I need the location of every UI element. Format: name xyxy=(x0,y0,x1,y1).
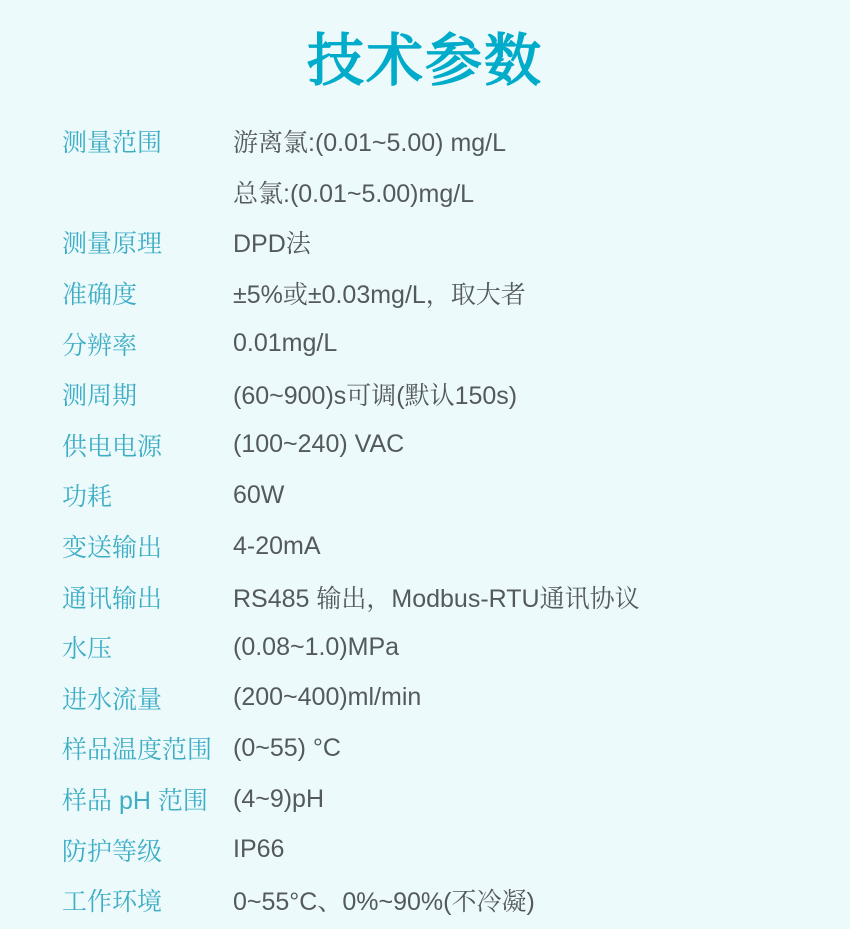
spec-label: 通讯输出 xyxy=(62,584,163,613)
spec-row xyxy=(62,824,820,875)
spec-row xyxy=(62,723,820,774)
spec-row xyxy=(62,622,820,673)
spec-value: 总氯:(0.01~5.00)mg/L xyxy=(233,179,475,208)
spec-row xyxy=(62,420,820,471)
spec-label: 供电电源 xyxy=(62,432,163,461)
spec-label: 测周期 xyxy=(62,382,138,411)
spec-value: (0.08~1.0)MPa xyxy=(233,632,400,661)
spec-value: 0~55°C、0%~90%(不冷凝) xyxy=(233,888,535,917)
spec-row xyxy=(62,318,820,369)
spec-row xyxy=(62,571,820,622)
spec-row xyxy=(62,116,820,167)
spec-label: 水压 xyxy=(62,635,113,664)
spec-value: IP66 xyxy=(233,835,285,864)
spec-label: 样品 pH 范围 xyxy=(62,787,208,816)
spec-label: 功耗 xyxy=(62,483,113,512)
spec-value: 游离氯:(0.01~5.00) mg/L xyxy=(233,129,507,158)
spec-value: 60W xyxy=(233,480,285,509)
spec-label: 进水流量 xyxy=(62,685,163,714)
page-title: 技术参数 xyxy=(307,28,543,93)
spec-label: 工作环境 xyxy=(62,888,163,917)
spec-row xyxy=(62,470,820,521)
spec-label: 测量原理 xyxy=(62,230,163,259)
spec-row xyxy=(62,167,820,218)
spec-value: 4-20mA xyxy=(233,531,321,560)
spec-value: (60~900)s可调(默认150s) xyxy=(233,382,518,411)
spec-value: 0.01mg/L xyxy=(233,329,338,358)
spec-row xyxy=(62,268,820,319)
spec-value: (200~400)ml/min xyxy=(233,683,422,712)
spec-label: 准确度 xyxy=(62,281,138,310)
spec-value: ±5%或±0.03mg/L，取大者 xyxy=(233,281,526,310)
spec-row xyxy=(62,774,820,825)
spec-label: 测量范围 xyxy=(62,129,163,158)
spec-value: RS485 输出，Modbus-RTU通讯协议 xyxy=(233,584,640,613)
spec-value: (4~9)pH xyxy=(233,784,325,813)
spec-value: (100~240) VAC xyxy=(233,430,405,459)
spec-label: 防护等级 xyxy=(62,837,163,866)
spec-label: 分辨率 xyxy=(62,331,138,360)
spec-row xyxy=(62,369,820,420)
header xyxy=(0,0,850,116)
spec-row xyxy=(62,217,820,268)
spec-label: 变送输出 xyxy=(62,534,163,563)
spec-value: DPD法 xyxy=(233,230,311,259)
spec-row xyxy=(62,521,820,572)
spec-label: 样品温度范围 xyxy=(62,736,213,765)
spec-row xyxy=(62,875,820,926)
spec-row xyxy=(62,673,820,724)
spec-value: (0~55) °C xyxy=(233,733,341,762)
spec-table xyxy=(62,116,820,926)
